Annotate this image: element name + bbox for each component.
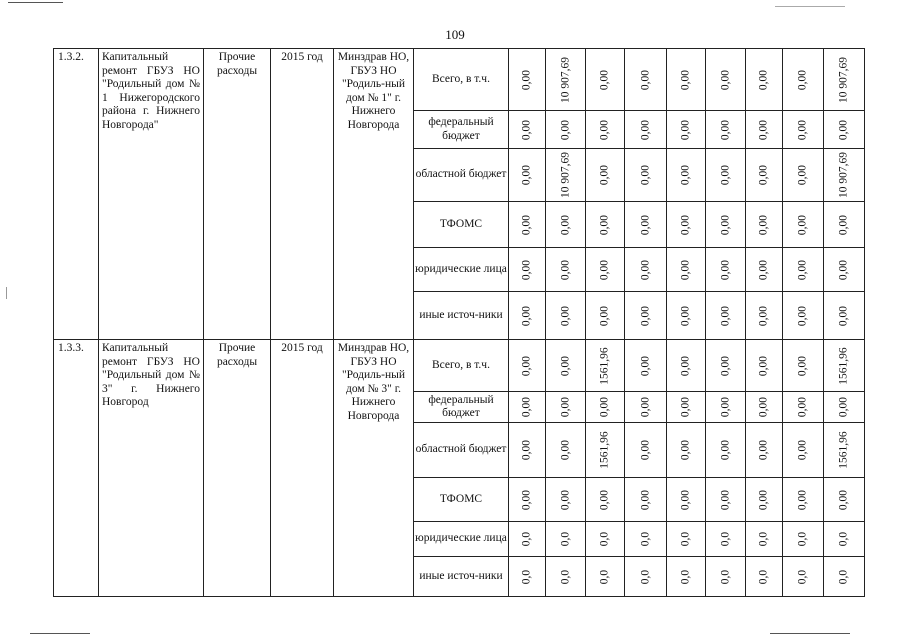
value-cell (509, 557, 546, 597)
value-cell (625, 49, 667, 111)
value-cell (586, 49, 625, 111)
value-text: 0,00 (837, 305, 850, 326)
value-text: 0,00 (558, 119, 571, 140)
funding-source-label: областной бюджет (414, 423, 509, 478)
value-text: 0,00 (757, 439, 770, 461)
value-cell (586, 423, 625, 478)
value-cell (546, 248, 586, 292)
value-cell (509, 111, 546, 149)
value-text: 0,00 (796, 439, 809, 461)
value-text: 0,0 (757, 531, 770, 547)
value-text: 0,00 (598, 69, 611, 90)
value-cell (706, 292, 746, 340)
value-text: 0,00 (638, 355, 651, 376)
value-cell (746, 557, 783, 597)
value-cell (546, 557, 586, 597)
value-text: 0,00 (679, 164, 692, 186)
value-text: 0,00 (558, 396, 571, 418)
value-text: 0,0 (638, 569, 651, 584)
value-text: 0,00 (679, 119, 692, 140)
value-cell (824, 557, 865, 597)
value-cell (586, 392, 625, 423)
table-row (54, 340, 865, 392)
value-cell (509, 340, 546, 392)
value-cell (625, 557, 667, 597)
value-text: 1561,96 (837, 431, 850, 469)
value-cell (824, 340, 865, 392)
value-text: 1561,96 (837, 346, 850, 385)
value-cell (824, 111, 865, 149)
value-cell (746, 478, 783, 522)
value-text: 0,00 (598, 214, 611, 235)
scan-artifact-line (775, 6, 845, 7)
value-text: 0,00 (796, 164, 809, 186)
value-text: 0,00 (558, 214, 571, 235)
value-cell (625, 522, 667, 557)
value-cell (783, 522, 824, 557)
value-cell (509, 248, 546, 292)
value-cell (586, 522, 625, 557)
value-text: 0,00 (520, 214, 533, 235)
value-text: 0,00 (520, 259, 533, 280)
value-cell (546, 292, 586, 340)
value-text: 10 907,69 (837, 152, 850, 198)
value-cell (667, 478, 706, 522)
value-cell (824, 292, 865, 340)
funding-source-label: иные источ-ники (414, 557, 509, 597)
value-cell (586, 340, 625, 392)
value-text: 0,0 (598, 569, 611, 584)
value-text: 0,00 (837, 214, 850, 235)
funding-source-label: Всего, в т.ч. (414, 340, 509, 392)
value-text: 0,00 (757, 164, 770, 186)
value-text: 0,00 (796, 214, 809, 235)
value-cell (706, 149, 746, 202)
value-cell (625, 111, 667, 149)
value-text: 0,0 (679, 569, 692, 584)
value-cell (667, 248, 706, 292)
value-text: 0,00 (679, 259, 692, 280)
value-text: 0,00 (796, 396, 809, 418)
value-cell (667, 423, 706, 478)
funding-source-label: иные источ-ники (414, 292, 509, 340)
value-text: 0,00 (558, 355, 571, 376)
value-cell (625, 478, 667, 522)
value-cell (706, 557, 746, 597)
value-cell (824, 522, 865, 557)
value-text: 0,00 (757, 396, 770, 418)
value-text: 0,00 (757, 305, 770, 326)
value-cell (706, 248, 746, 292)
value-text: 0,0 (558, 531, 571, 547)
value-cell (746, 149, 783, 202)
funding-source-label: юридические лица (414, 522, 509, 557)
value-cell (706, 423, 746, 478)
value-text: 0,0 (837, 531, 850, 547)
funding-source-label: Всего, в т.ч. (414, 49, 509, 111)
expense-type-cell: Прочие расходы (204, 340, 271, 597)
funding-source-label: юридические лица (414, 248, 509, 292)
value-text: 0,00 (679, 69, 692, 90)
value-cell (706, 478, 746, 522)
value-cell (509, 49, 546, 111)
value-cell (546, 49, 586, 111)
value-text: 0,00 (796, 489, 809, 510)
funding-source-label: федеральный бюджет (414, 392, 509, 423)
value-text: 0,00 (757, 355, 770, 376)
value-text: 0,00 (598, 119, 611, 140)
scan-artifact-mark (6, 287, 7, 299)
value-cell (783, 202, 824, 248)
value-cell (706, 340, 746, 392)
value-text: 0,00 (520, 119, 533, 140)
value-text: 0,0 (837, 569, 850, 584)
value-cell (586, 248, 625, 292)
value-text: 0,00 (718, 259, 731, 280)
value-cell (586, 478, 625, 522)
value-text: 0,00 (837, 489, 850, 510)
value-text: 0,00 (718, 396, 731, 418)
value-text: 0,00 (718, 489, 731, 510)
value-text: 0,00 (679, 355, 692, 376)
value-text: 0,0 (796, 569, 809, 584)
value-cell (625, 392, 667, 423)
value-text: 0,00 (757, 489, 770, 510)
value-text: 0,00 (638, 164, 651, 186)
value-text: 0,0 (757, 569, 770, 584)
value-text: 1561,96 (598, 346, 611, 385)
value-text: 0,00 (796, 69, 809, 90)
value-text: 0,00 (638, 439, 651, 461)
value-text: 0,00 (638, 259, 651, 280)
value-cell (667, 340, 706, 392)
value-cell (783, 248, 824, 292)
value-text: 0,00 (598, 259, 611, 280)
value-cell (746, 392, 783, 423)
value-cell (824, 392, 865, 423)
value-text: 0,0 (520, 531, 533, 547)
value-text: 0,0 (638, 531, 651, 547)
value-cell (586, 557, 625, 597)
executor-cell: Минздрав НО, ГБУЗ НО "Родиль-ный дом № 1" г. Нижнего Новгорода (334, 49, 414, 340)
value-cell (667, 149, 706, 202)
value-cell (509, 149, 546, 202)
value-cell (706, 111, 746, 149)
value-text: 0,00 (520, 164, 533, 186)
value-cell (509, 423, 546, 478)
value-cell (586, 111, 625, 149)
value-text: 0,00 (638, 396, 651, 418)
table-row (54, 49, 865, 111)
value-cell (625, 248, 667, 292)
value-cell (783, 557, 824, 597)
funding-source-label: ТФОМС (414, 202, 509, 248)
value-text: 0,00 (679, 439, 692, 461)
value-cell (509, 292, 546, 340)
value-cell (706, 522, 746, 557)
value-cell (546, 340, 586, 392)
value-cell (625, 202, 667, 248)
value-cell (546, 522, 586, 557)
value-cell (625, 340, 667, 392)
funding-source-label: областной бюджет (414, 149, 509, 202)
value-text: 0,00 (598, 396, 611, 418)
value-text: 0,00 (796, 259, 809, 280)
value-text: 0,00 (638, 214, 651, 235)
value-text: 0,00 (520, 355, 533, 376)
value-text: 0,00 (558, 439, 571, 461)
value-text: 0,0 (679, 531, 692, 547)
value-cell (746, 522, 783, 557)
value-text: 10 907,69 (837, 56, 850, 103)
value-text: 0,00 (638, 489, 651, 510)
value-text: 0,00 (757, 259, 770, 280)
value-text: 0,00 (718, 305, 731, 326)
item-name-cell: Капитальный ремонт ГБУЗ НО "Родильный дом № 3" г. Нижнего Новгород (99, 340, 204, 597)
value-cell (746, 340, 783, 392)
value-cell (586, 149, 625, 202)
value-cell (783, 423, 824, 478)
value-cell (509, 392, 546, 423)
value-cell (824, 423, 865, 478)
value-cell (783, 149, 824, 202)
value-text: 0,00 (757, 214, 770, 235)
value-text: 0,0 (718, 531, 731, 547)
value-text: 0,00 (718, 355, 731, 376)
value-cell (783, 392, 824, 423)
scan-artifact-line (30, 633, 90, 634)
value-cell (667, 49, 706, 111)
value-text: 0,00 (598, 489, 611, 510)
value-text: 0,00 (520, 439, 533, 461)
value-text: 0,00 (520, 489, 533, 510)
period-cell: 2015 год (271, 49, 334, 340)
value-cell (546, 423, 586, 478)
executor-cell: Минздрав НО, ГБУЗ НО "Родиль-ный дом № 3" г. Нижнего Новгорода (334, 340, 414, 597)
value-cell (667, 392, 706, 423)
value-cell (746, 248, 783, 292)
value-text: 0,00 (718, 439, 731, 461)
value-cell (746, 292, 783, 340)
value-text: 0,00 (757, 119, 770, 140)
value-cell (824, 478, 865, 522)
value-cell (667, 522, 706, 557)
value-text: 0,00 (757, 69, 770, 90)
scan-artifact-line (8, 2, 63, 3)
scan-artifact-line (770, 633, 850, 634)
value-text: 0,00 (718, 119, 731, 140)
value-cell (625, 292, 667, 340)
value-cell (824, 49, 865, 111)
value-cell (586, 202, 625, 248)
value-text: 0,00 (837, 259, 850, 280)
value-cell (509, 478, 546, 522)
value-text: 0,00 (520, 396, 533, 418)
value-text: 0,00 (558, 259, 571, 280)
value-text: 0,00 (679, 305, 692, 326)
value-text: 0,0 (796, 531, 809, 547)
value-text: 0,00 (718, 164, 731, 186)
value-cell (667, 111, 706, 149)
value-text: 0,00 (837, 396, 850, 418)
expense-type-cell: Прочие расходы (204, 49, 271, 340)
value-text: 10 907,69 (558, 152, 571, 198)
value-text: 0,0 (598, 531, 611, 547)
value-cell (546, 202, 586, 248)
value-text: 0,00 (598, 305, 611, 326)
value-cell (667, 557, 706, 597)
budget-table (53, 48, 865, 597)
value-text: 0,00 (718, 69, 731, 90)
value-cell (783, 292, 824, 340)
value-text: 0,00 (638, 69, 651, 90)
value-cell (824, 248, 865, 292)
value-cell (546, 392, 586, 423)
value-cell (667, 292, 706, 340)
value-text: 0,00 (796, 119, 809, 140)
value-cell (706, 392, 746, 423)
value-cell (667, 202, 706, 248)
value-cell (783, 478, 824, 522)
value-cell (546, 149, 586, 202)
value-text: 0,00 (520, 69, 533, 90)
value-text: 0,00 (638, 305, 651, 326)
value-cell (783, 49, 824, 111)
period-cell: 2015 год (271, 340, 334, 597)
value-text: 1561,96 (598, 431, 611, 469)
value-text: 0,00 (679, 396, 692, 418)
value-text: 0,00 (796, 355, 809, 376)
value-text: 0,0 (520, 569, 533, 584)
value-cell (746, 423, 783, 478)
value-cell (509, 522, 546, 557)
value-text: 0,00 (520, 305, 533, 326)
value-text: 0,00 (837, 119, 850, 140)
item-name-cell: Капитальный ремонт ГБУЗ НО "Родильный дом № 1 Нижегородского района г. Нижнего Новгорода" (99, 49, 204, 340)
value-text: 0,00 (718, 214, 731, 235)
value-text: 10 907,69 (558, 56, 571, 103)
value-cell (625, 423, 667, 478)
funding-source-label: федеральный бюджет (414, 111, 509, 149)
value-text: 0,00 (796, 305, 809, 326)
value-cell (546, 478, 586, 522)
value-cell (586, 292, 625, 340)
item-number-cell: 1.3.2. (54, 49, 99, 340)
value-text: 0,00 (638, 119, 651, 140)
value-cell (824, 202, 865, 248)
funding-source-label: ТФОМС (414, 478, 509, 522)
value-text: 0,0 (718, 569, 731, 584)
value-cell (546, 111, 586, 149)
value-text: 0,0 (558, 569, 571, 584)
value-cell (783, 111, 824, 149)
value-cell (824, 149, 865, 202)
value-text: 0,00 (558, 305, 571, 326)
item-number-cell: 1.3.3. (54, 340, 99, 597)
value-text: 0,00 (679, 214, 692, 235)
page-number: 109 (445, 27, 465, 42)
value-cell (625, 149, 667, 202)
value-text: 0,00 (679, 489, 692, 510)
value-cell (509, 202, 546, 248)
value-cell (706, 202, 746, 248)
value-cell (746, 111, 783, 149)
value-cell (746, 202, 783, 248)
value-text: 0,00 (558, 489, 571, 510)
value-text: 0,00 (598, 164, 611, 186)
value-cell (783, 340, 824, 392)
value-cell (746, 49, 783, 111)
value-cell (706, 49, 746, 111)
